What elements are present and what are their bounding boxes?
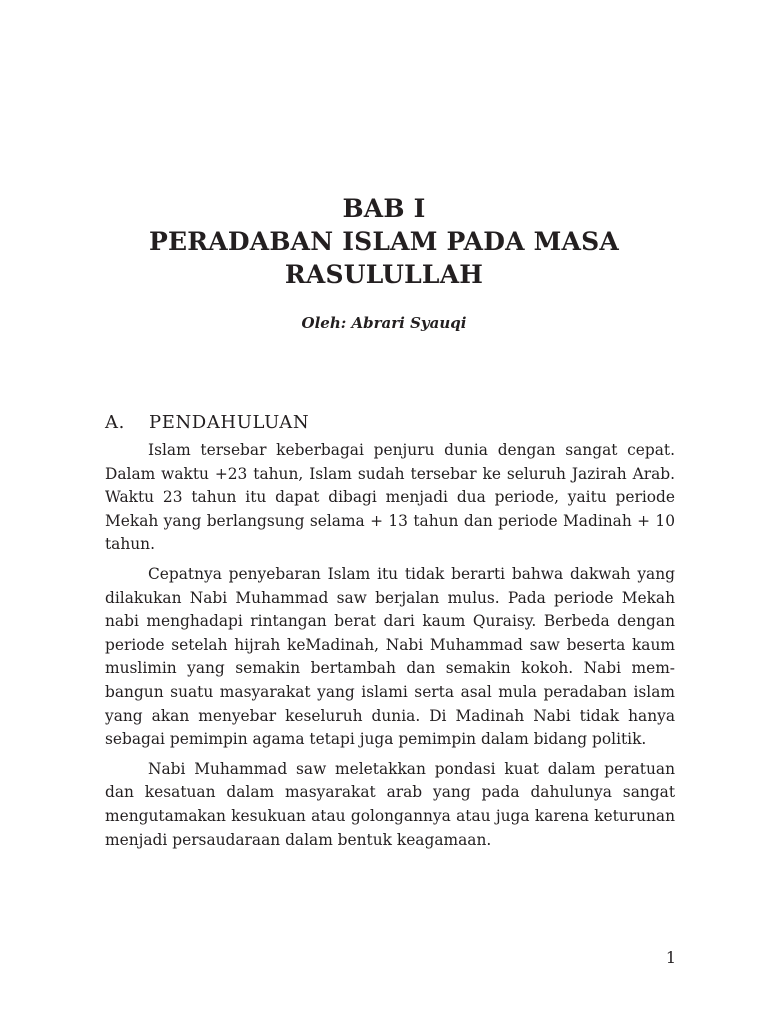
chapter-header [0, 192, 768, 291]
body-text [105, 410, 675, 858]
page-number: 1 [665, 948, 676, 967]
chapter-title-line-1: PERADABAN ISLAM PADA MASA [149, 227, 619, 256]
chapter-title-line-2: RASULULLAH [284, 260, 484, 289]
chapter-label: BAB I [342, 194, 426, 223]
paragraph-3: Nabi Muhammad saw meletakkan pondasi kuat dalam peratuan dan kesatuan dalam masyarakat arab yang pada dahulunya sangat mengutamakan kesukuan atau golongannya atau juga karena keturunan menjadi persaudaraan dalam bentuk keagamaan. [105, 759, 675, 849]
section-number: A. [105, 412, 125, 433]
section-heading [105, 410, 675, 436]
author-byline: Oleh: Abrari Syauqi [301, 314, 467, 332]
paragraph-1: Islam tersebar keberbagai penjuru dunia dengan sangat cepat. Dalam waktu +23 tahun, Islam sudah tersebar ke seluruh Jazirah Arab. Waktu 23 tahun itu dapat dibagi menjadi dua periode, yaitu periode Mekah yang berlangsung selama + 13 tahun dan periode Madinah + 10 tahun. [105, 441, 675, 554]
section-title: PENDAHULUAN [149, 412, 310, 433]
paragraph-2: Cepatnya penyebaran Islam itu tidak berarti bahwa dakwah yang dilakukan Nabi Muhammad saw berjalan mulus. Pada periode Mekah nabi menghadapi rintangan berat dari kaum Quraisy. Berbeda dengan periode setelah hijrah keMadinah, Nabi Muhammad saw beserta kaum muslimin yang semakin bertambah dan semakin kokoh. Nabi mem-bangun suatu masyarakat yang islami serta asal mula peradaban islam yang akan menyebar keseluruh dunia. Di Madinah Nabi tidak hanya sebagai pemimpin agama tetapi juga pemimpin dalam bidang politik. [105, 564, 675, 749]
